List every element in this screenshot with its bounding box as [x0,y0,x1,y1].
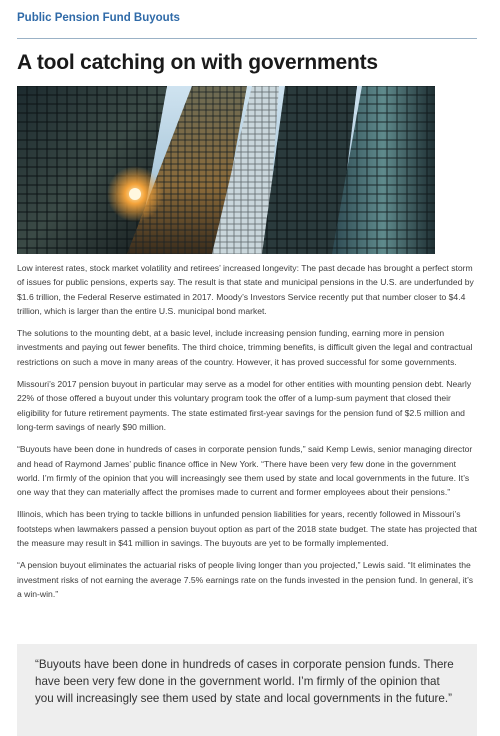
article-paragraph: Illinois, which has been trying to tackle billions in unfunded pension liabilities for years, recently followed in Missouri’s footsteps when lawmakers passed a pension buyout option as part of the 2018 state budget. The state has projected that the measure may result in $41 million in savings. The buyouts are yet to be formally implemented. [17,509,477,549]
article-paragraph: Low interest rates, stock market volatility and retirees’ increased longevity: The past decade has brought a perfect storm of issues for public pensions, experts say. The result is that state and municipal pensions in the U.S. are underfunded by $1.6 trillion, the Federal Reserve estimated in 2017. Moody’s Investors Service recently put that number closer to $4.4 trillion, which is larger than the entire U.S. municipal bond market. [17,263,474,316]
hero-image [17,86,435,254]
article-paragraph: “A pension buyout eliminates the actuarial risks of people living longer than you projected,” Lewis said. “It eliminates the investment risks of not earning the average 7.5% earnings rate on the funds invested in the pension fund. In general, it’s a win-win.” [17,560,474,599]
header-divider [17,38,477,39]
pull-quote [17,644,477,736]
pull-quote-text: “Buyouts have been done in hundreds of cases in corporate pension funds. There have been very few done in the government world. I’m firmly of the opinion that you will increasingly see them used by state and local governments in the future.” [35,658,454,705]
section-label: Public Pension Fund Buyouts [17,12,180,24]
article-paragraph: The solutions to the mounting debt, at a basic level, include increasing pension funding, earning more in pension investments and paying out fewer benefits. The third choice, trimming benefits, is difficult given the legal and contractual restrictions on such a move in many areas of the country. However, it has proved successful for some governments. [17,328,473,367]
article-paragraph: “Buyouts have been done in hundreds of cases in corporate pension funds,” said Kemp Lewis, senior managing director and head of Raymond James’ public finance office in New York. “There have been very few done in the government world. I’m firmly of the opinion that you will increasingly see them used by state and local governments in the future. It’s one way that they can materially affect the promises made to current and former employees about their pensions.” [17,444,473,498]
article-body [17,261,477,609]
article-title: A tool catching on with governments [17,51,378,74]
article-paragraph: Missouri’s 2017 pension buyout in particular may serve as a model for other entities with mounting pension debt. Nearly 22% of those offered a buyout under this voluntary program took the offer of a lump-sum payment that closed their eligibility for future retirement payments. The state estimated first-year savings for the pension fund of $2.5 million and long-term savings of nearly $90 million. [17,379,472,432]
